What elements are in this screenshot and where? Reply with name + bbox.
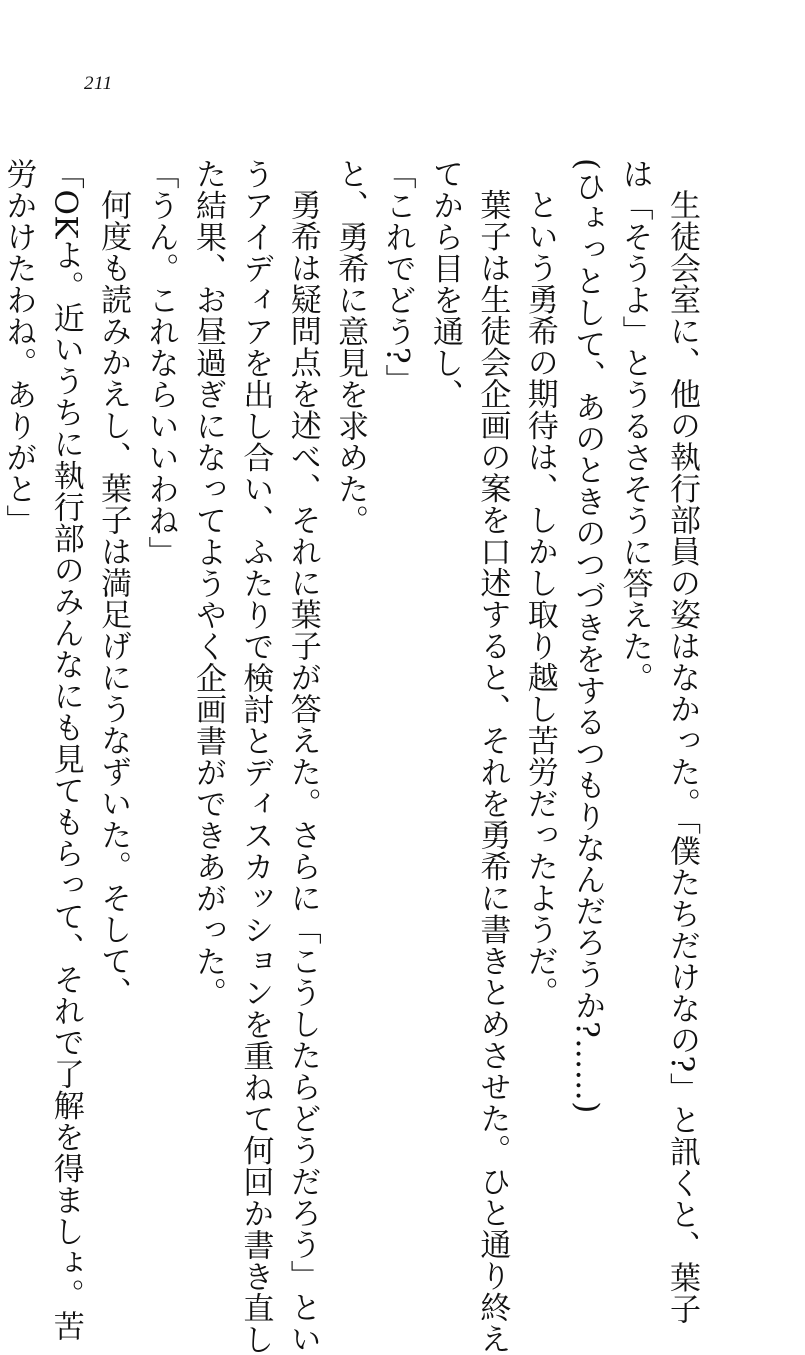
text-line: 労かけたわね。ありがと」 xyxy=(0,158,37,536)
text-line: という勇希の期待は、しかし取り越し苦労だったようだ。 xyxy=(521,189,558,1008)
text-line: 生徒会室に、他の執行部員の姿はなかった。「僕たちだけなの?」と訊くと、葉子 xyxy=(664,189,700,1325)
text-line: (ひょっとして、あのときのつづきをするつもりなんだろうか?……) xyxy=(569,158,606,1114)
text-line: た結果、お昼過ぎになってようやく企画書ができあがった。 xyxy=(189,158,226,1009)
text-line: 何度も読みかえし、葉子は満足げにうなずいた。そして、 xyxy=(95,189,132,1008)
text-line: うアイディアを出し合い、ふたりで検討とディスカッションを重ねて何回か書き直し xyxy=(237,158,274,1355)
text-line: 「うん。これならいいわね」 xyxy=(142,158,179,568)
page-number: 211 xyxy=(84,73,113,94)
text-line: 勇希は疑問点を述べ、それに葉子が答えた。さらに「こうしたらどうだろう」とい xyxy=(284,189,321,1355)
text-line: と、勇希に意見を求めた。 xyxy=(332,158,369,536)
text-line: てから目を通し、 xyxy=(426,158,463,410)
text-line: 「OKよ。近いうちに執行部のみんなにも見てもらって、それで了解を得ましょ。苦 xyxy=(47,158,84,1342)
vertical-text-body xyxy=(0,158,705,1355)
text-line: は「そうよ」とうるさそうに答えた。 xyxy=(616,158,653,694)
text-line: 「これでどう?」 xyxy=(379,158,416,396)
text-line: 葉子は生徒会企画の案を口述すると、それを勇希に書きとめさせた。ひと通り終え xyxy=(474,189,511,1355)
